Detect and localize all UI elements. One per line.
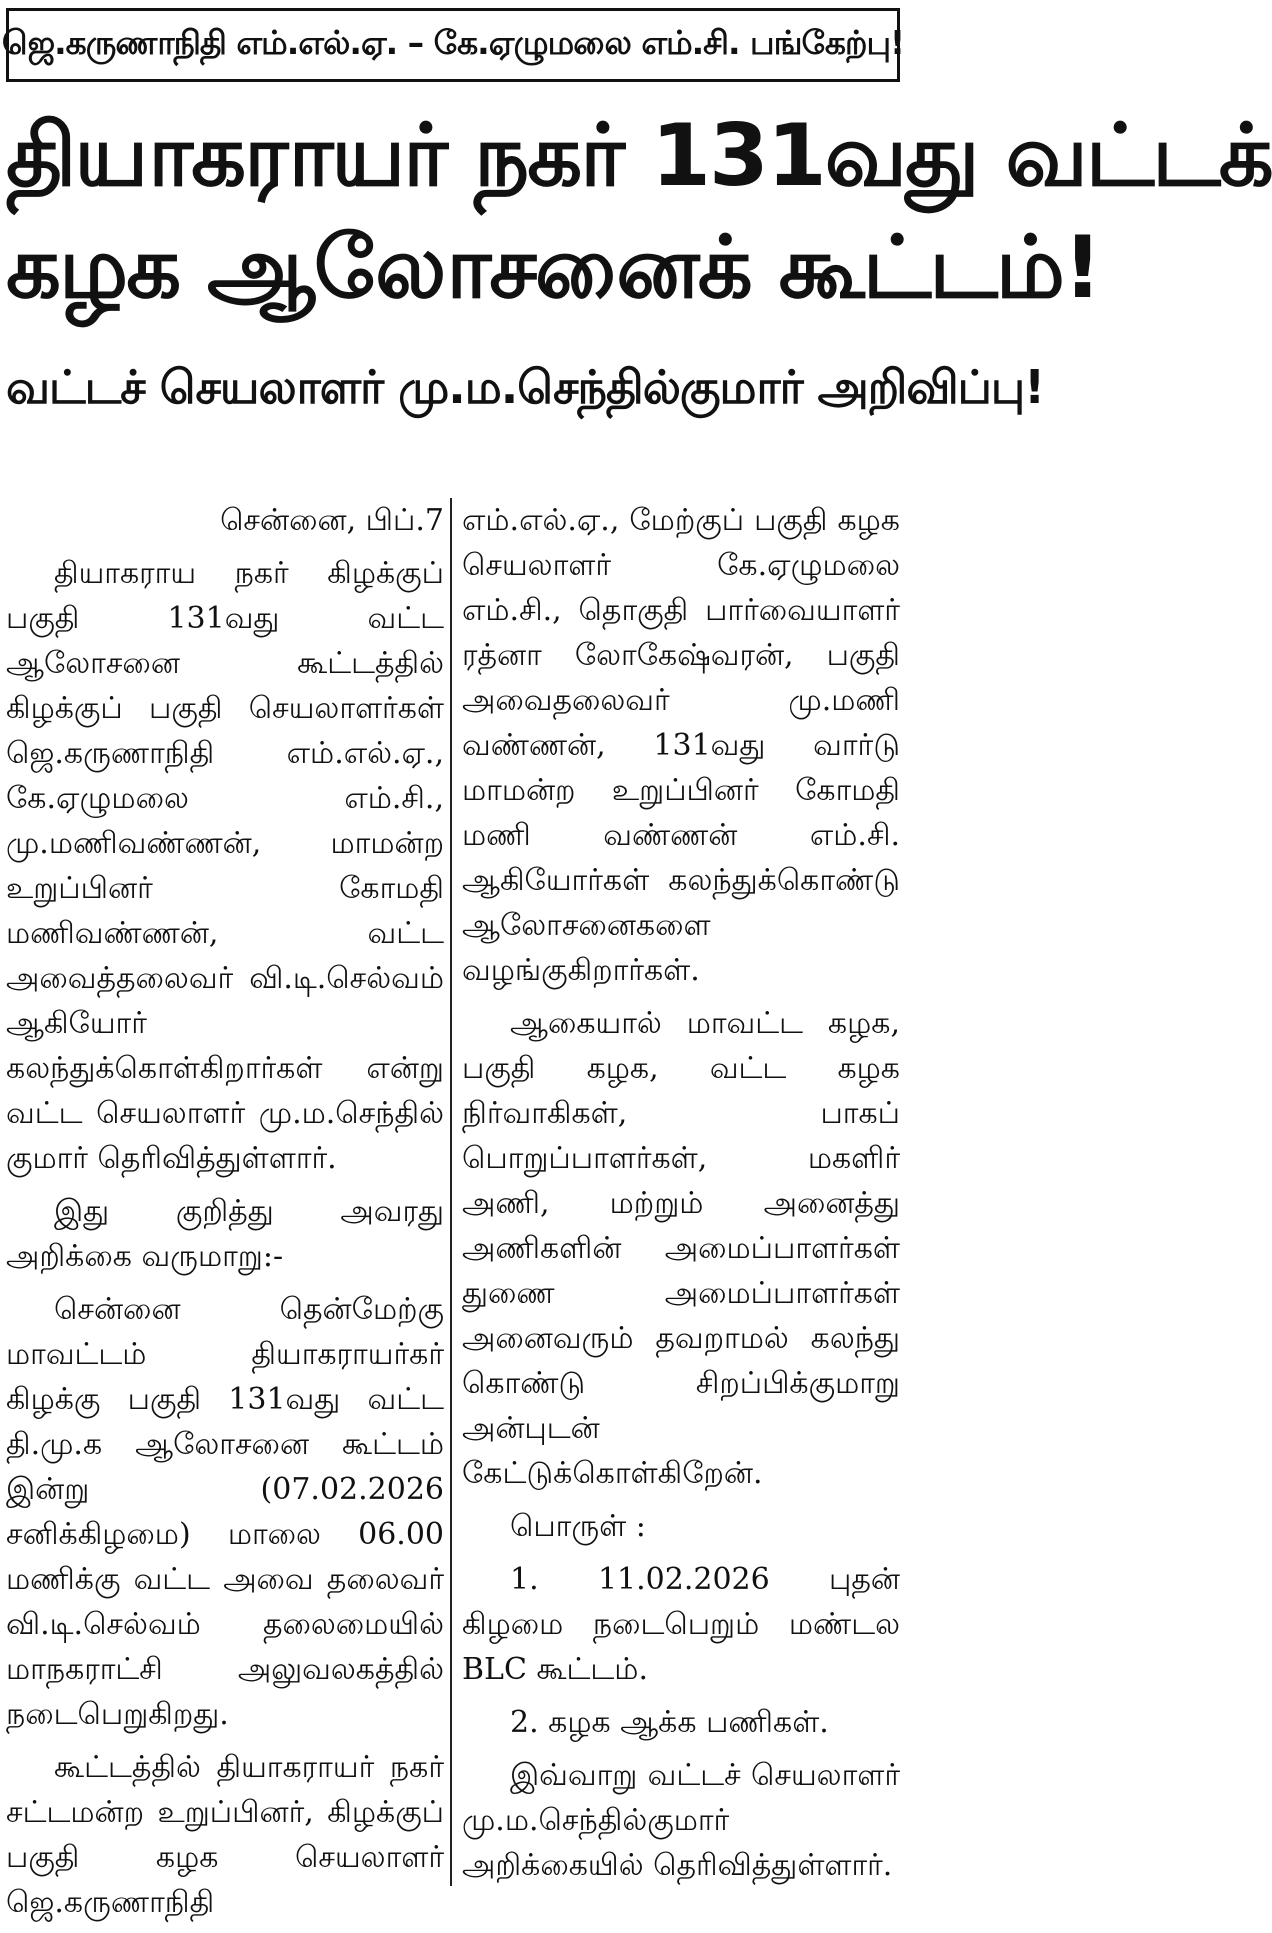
article-body [6, 498, 900, 1920]
paragraph: ஆகையால் மாவட்ட கழக, பகுதி கழக, வட்ட கழக நிர்வாகிகள், பாகப் பொறுப்பாளர்கள், மகளிர் அணி, மற்றும் அனைத்து அணிகளின் அமைப்பாளர்கள் துணை அமைப்பாளர்கள் அனைவரும் தவறாமல் கலந்து கொண்டு சிறப்பிக்குமாறு அன்புடன் கேட்டுக்கொள்கிறேன். [462, 1006, 900, 1491]
paragraph: இவ்வாறு வட்டச் செயலாளர் மு.ம.செந்தில்குமார் அறிக்கையில் தெரிவித்துள்ளார். [462, 1758, 900, 1883]
column-left [6, 498, 444, 1933]
column-right [462, 498, 900, 1896]
paragraph: பொருள் : [510, 1509, 646, 1544]
paragraph: கூட்டத்தில் தியாகராயர் நகர் சட்டமன்ற உறுப்பினர், கிழக்குப் பகுதி கழக செயலாளர் ஜெ.கருணாநிதி [6, 1750, 444, 1920]
headline-line-1: தியாகராயர் நகர் 131வது வட்டக் [6, 106, 1272, 206]
dateline: சென்னை, பிப்.7 [220, 503, 444, 538]
paragraph: தியாகராய நகர் கிழக்குப் பகுதி 131வது வட்ட ஆலோசனை கூட்டத்தில் கிழக்குப் பகுதி செயலாளர்கள் ஜெ.கருணாநிதி எம்.எல்.ஏ., கே.ஏழுமலை எம்.சி., மு.மணிவண்ணன், மாமன்ற உறுப்பினர் கோமதி மணிவண்ணன், வட்ட அவைத்தலைவர் வி.டி.செல்வம் ஆகியோர் கலந்துக்கொள்கிறார்கள் என்று வட்ட செயலாளர் மு.ம.செந்தில் குமார் தெரிவித்துள்ளார். [6, 556, 444, 1176]
kicker-text: ஜெ.கருணாநிதி எம்.எல்.ஏ. – கே.ஏழுமலை எம்.சி. பங்கேற்பு! [1, 23, 905, 62]
column-divider [450, 498, 452, 1886]
paragraph: 2. கழக ஆக்க பணிகள். [510, 1705, 829, 1740]
paragraph: எம்.எல்.ஏ., மேற்குப் பகுதி கழக செயலாளர் கே.ஏழுமலை எம்.சி., தொகுதி பார்வையாளர் ரத்னா லோகேஷ்வரன், பகுதி அவைதலைவர் மு.மணி வண்ணன், 131வது வார்டு மாமன்ற உறுப்பினர் கோமதி மணி வண்ணன் எம்.சி. ஆகியோர்கள் கலந்துக்கொண்டு ஆலோசனைகளை வழங்குகிறார்கள். [462, 503, 900, 988]
paragraph: இது குறித்து அவரது அறிக்கை வருமாறு:- [6, 1194, 444, 1274]
subheadline: வட்டச் செயலாளர் மு.ம.செந்தில்குமார் அறிவிப்பு! [6, 360, 1045, 414]
headline [6, 100, 1272, 324]
headline-line-2: கழக ஆலோசனைக் கூட்டம்! [6, 218, 1101, 318]
paragraph: 1. 11.02.2026 புதன் கிழமை நடைபெறும் மண்டல BLC கூட்டம். [462, 1562, 900, 1687]
kicker-box [1, 8, 905, 82]
paragraph: சென்னை தென்மேற்கு மாவட்டம் தியாகராயர்கர் கிழக்கு பகுதி 131வது வட்ட தி.மு.க ஆலோசனை கூட்டம் இன்று (07.02.2026 சனிக்கிழமை) மாலை 06.00 மணிக்கு வட்ட அவை தலைவர் வி.டி.செல்வம் தலைமையில் மாநகராட்சி அலுவலகத்தில் நடைபெறுகிறது. [6, 1292, 444, 1732]
news-clipping [0, 8, 1272, 1920]
